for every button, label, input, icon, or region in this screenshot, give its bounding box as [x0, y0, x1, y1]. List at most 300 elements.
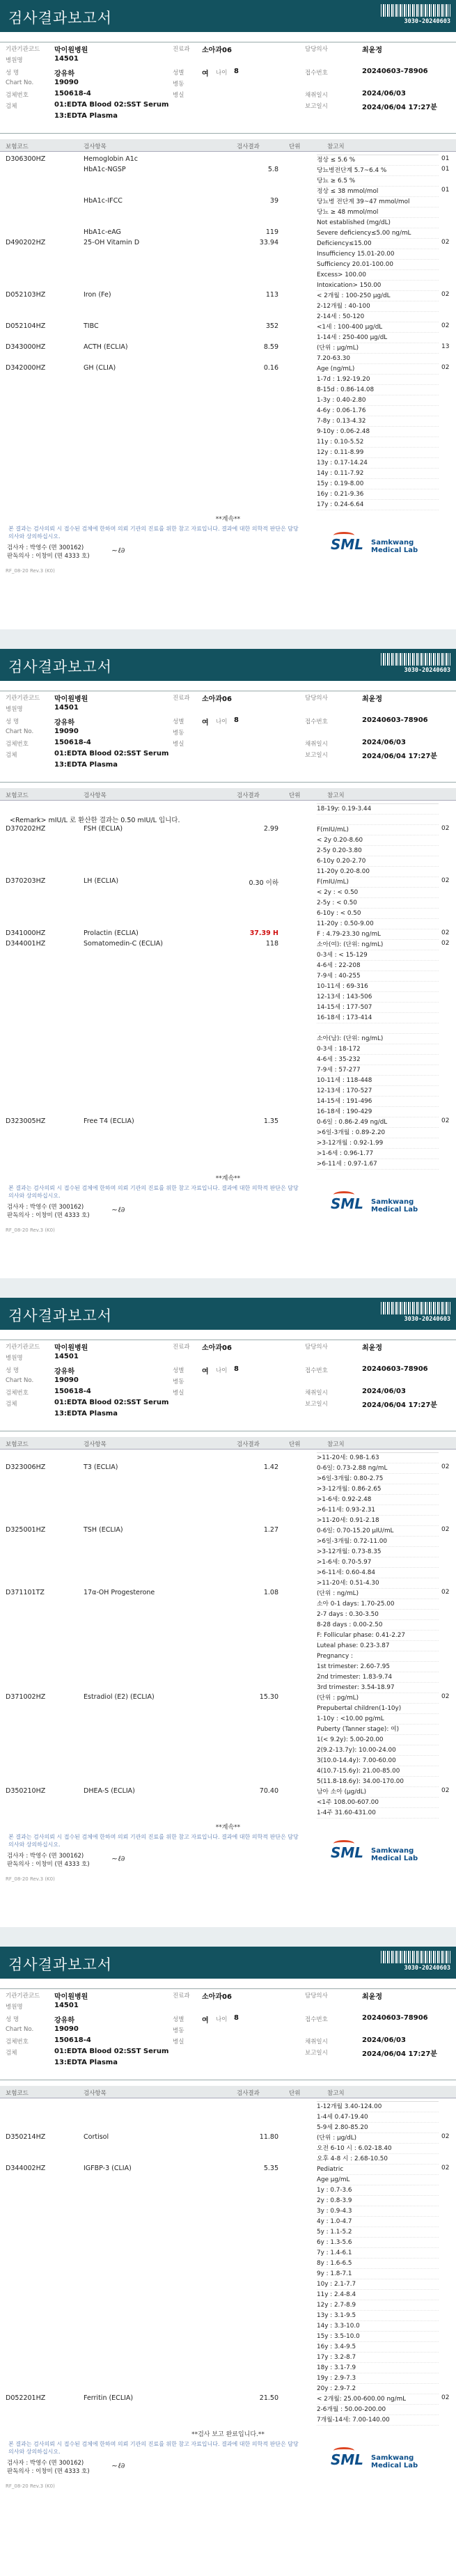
dept-value: 소아과06 [202, 1344, 232, 1352]
receipt-no-label: 접수번호 [305, 2016, 328, 2023]
reference-range-line: >3-12개월 : 0.92-1.99 [317, 1138, 439, 1149]
sex-value: 여 [202, 70, 209, 78]
reporter-name: 검사자 : 박영수 (면 300162) [7, 544, 84, 551]
test-code: D342000HZ [6, 364, 46, 372]
table-row [0, 155, 456, 165]
reference-range-line: >6-11세 : 0.97-1.67 [317, 1159, 439, 1170]
test-code: D052104HZ [6, 322, 46, 330]
table-row [0, 322, 456, 332]
reported-date-value: 2024/06/04 17:27분 [362, 1401, 437, 1409]
report-page [0, 1298, 456, 1927]
signature-image: ~ℓ∂ [111, 1854, 125, 1863]
doctor-value: 최윤정 [362, 47, 382, 54]
dept-label: 진료과 [173, 1344, 190, 1351]
result-value: 1.42 [263, 1463, 278, 1471]
test-code: D371101TZ [6, 1589, 45, 1596]
report-page [0, 649, 456, 1278]
reported-date-value: 2024/06/04 17:27분 [362, 2050, 437, 2058]
reference-range-line: >1-6세: 0.70-5.97 [317, 1557, 439, 1568]
reference-range-line: Not established (mg/dL) [317, 218, 439, 228]
reference-range-line: Pediatric [317, 2165, 439, 2175]
reference-range-line: F : 4.79-23.30 ng/mL [317, 929, 439, 940]
reference-range-line: Prepubertal children(1-10y) [317, 1704, 439, 1714]
result-value: 5.35 [263, 2165, 278, 2172]
reference-range-line: 7-8y : 0.13-4.32 [317, 416, 439, 427]
table-row [0, 1588, 456, 1599]
test-name: LH (ECLIA) [84, 877, 119, 885]
report-header [0, 1298, 456, 1330]
reference-range-line: 20y : 2.9-7.2 [317, 2384, 439, 2394]
lab-name-line2: Medical Lab [371, 1206, 418, 1214]
age-label: 나이 [216, 70, 228, 77]
lab-logo-text: SML [331, 1195, 364, 1212]
report-code: 3030-20240603 [404, 1316, 450, 1323]
table-row [0, 290, 456, 301]
result-value: 0.30 이하 [249, 879, 278, 887]
table-row [0, 824, 456, 835]
table-row [0, 2164, 456, 2174]
specimen-line1-label: 검체 [6, 1401, 17, 1408]
lab-name-line2: Medical Lab [371, 1855, 418, 1862]
verifier-name: 판독의사 : 이창미 (면 4333 호) [7, 1861, 90, 1868]
ward-label: 병동 [173, 81, 184, 88]
lab-name-line1: Samkwang [371, 539, 414, 547]
reference-range-line: 15y : 3.5-10.0 [317, 2332, 439, 2342]
verifier-name: 판독의사 : 이창미 (면 4333 호) [7, 1212, 90, 1219]
result-value: 352 [265, 322, 278, 330]
reference-range-line: >11-20세: 0.91-2.18 [317, 1516, 439, 1526]
table-row [0, 1117, 456, 1127]
result-value: 1.08 [263, 1589, 278, 1596]
room-label: 병실 [173, 2039, 184, 2045]
table-row [0, 238, 456, 249]
reference-range-line: 13y : 3.1-9.5 [317, 2311, 439, 2321]
dept-value: 소아과06 [202, 47, 232, 54]
specimen-type-code: 02 [441, 239, 450, 246]
col-result-header: 검사결과 [237, 2090, 260, 2097]
test-name: Ferritin (ECLIA) [84, 2394, 134, 2402]
table-row [0, 1786, 456, 1797]
reference-range-line: 14-15세 : 177-507 [317, 1003, 439, 1013]
remark-text: <Remark> mIU/L 로 환산한 결과는 0.50 mIU/L 입니다. [10, 817, 180, 824]
reporter-name: 검사자 : 박영수 (면 300162) [7, 1853, 84, 1860]
reference-range-line: 11y : 2.4-8.4 [317, 2290, 439, 2300]
reference-range-line: 0-3세 : < 15-129 [317, 950, 439, 961]
dept-value: 소아과06 [202, 1993, 232, 2001]
lab-logo [331, 1844, 428, 1872]
specimen-type-code: 02 [441, 2165, 450, 2171]
specimen-line1-value: 01:EDTA Blood 02:SST Serum [54, 2048, 169, 2055]
reference-range-line: 2-14세 : 50-120 [317, 312, 439, 322]
reference-range-line: Pregnancy : [317, 1651, 439, 1662]
table-row [0, 363, 456, 374]
collected-date-label: 채취일시 [305, 1390, 328, 1397]
sex-label: 성별 [173, 718, 184, 725]
clinic-code-value: 14501 [54, 704, 79, 712]
patient-name-label: 성 명 [6, 1367, 19, 1374]
reference-range-line: 9y : 1.8-7.1 [317, 2269, 439, 2279]
reference-range-line: Excess> 100.00 [317, 270, 439, 281]
patient-name-value: 강유하 [54, 1368, 74, 1376]
test-code: D323006HZ [6, 1463, 46, 1471]
patient-name-value: 강유하 [54, 70, 74, 78]
reference-range-line: <1주 108.00-607.00 [317, 1798, 439, 1808]
footer-disclaimer: 본 결과는 검사의뢰 시 접수된 검체에 한하며 의뢰 기관의 진료를 위한 참고 자료입니다. 결과에 대한 의학적 판단은 담당 의사와 상의하십시오. [8, 526, 299, 540]
specimen-type-code: 01 [441, 187, 450, 194]
reference-range-line: 남아 소아 (μg/dL) [317, 1787, 439, 1798]
dept-label: 진료과 [173, 46, 190, 53]
doctor-label: 담당의사 [305, 695, 328, 702]
reference-range-line: 당뇨병전단계 5.7~6.4 % [317, 166, 439, 176]
ward-label: 병동 [173, 1379, 184, 1385]
reference-range-line: < 2y : < 0.50 [317, 888, 439, 898]
reference-range-line: >6일-3개월: 0.72-11.00 [317, 1537, 439, 1547]
reference-range-line: >3-12개월: 0.86-2.65 [317, 1484, 439, 1495]
col-result-header: 검사결과 [237, 792, 260, 799]
collected-date-value: 2024/06/03 [362, 90, 406, 97]
reference-range-line: 3rd trimester: 3.54-18.97 [317, 1683, 439, 1693]
reference-range-line: 2-12개월 : 40-100 [317, 301, 439, 312]
clinic-code-label: 병원명 [6, 1355, 23, 1362]
specimen-no-value: 150618-4 [54, 90, 91, 97]
reported-date-label: 보고일시 [305, 2050, 328, 2057]
age-label: 나이 [216, 718, 228, 725]
col-code-header: 보험코드 [6, 1441, 29, 1448]
result-value: 5.8 [267, 166, 278, 173]
reference-range-line: 16y : 3.4-9.5 [317, 2342, 439, 2353]
reference-range-line: 12-13세 : 143-506 [317, 992, 439, 1003]
reference-range-line: (단위 : ng/mL) [317, 1589, 439, 1599]
patient-name-value: 강유하 [54, 2017, 74, 2025]
specimen-type-code: 02 [441, 1693, 450, 1700]
test-name: HbA1c-eAG [84, 228, 121, 236]
collected-date-value: 2024/06/03 [362, 2036, 406, 2044]
reference-range-line: 15y : 0.19-8.00 [317, 479, 439, 489]
collected-date-label: 채취일시 [305, 92, 328, 99]
clinic-name-value: 막이원병원 [54, 696, 88, 703]
reference-range-line: 6-10y : < 0.50 [317, 909, 439, 919]
col-code-header: 보험코드 [6, 143, 29, 150]
reference-range-line: 12y : 2.7-8.9 [317, 2300, 439, 2311]
table-row [0, 1463, 456, 1473]
reported-date-label: 보고일시 [305, 1401, 328, 1408]
report-title: 검사결과보고서 [8, 1956, 113, 1973]
reference-range-line: Insufficiency 15.01-20.00 [317, 249, 439, 260]
dept-label: 진료과 [173, 695, 190, 702]
reference-range-line: 7.20-63.30 [317, 354, 439, 364]
lab-name-line1: Samkwang [371, 1198, 414, 1206]
lab-name-line2: Medical Lab [371, 547, 418, 554]
reference-range-line: 16-18세 : 173-414 [317, 1013, 439, 1023]
reference-range-line: 8-28 days : 0.00-2.50 [317, 1620, 439, 1631]
test-code: D344001HZ [6, 940, 46, 948]
specimen-type-code: 02 [441, 877, 450, 884]
reference-range-line: 17y : 3.2-8.7 [317, 2353, 439, 2363]
result-value: 1.35 [263, 1117, 278, 1125]
reference-range-line: Sufficiency 20.01-100.00 [317, 260, 439, 270]
reference-range-line: F(mIU/mL) [317, 825, 439, 835]
reference-range-line: 6-10y 0.20-2.70 [317, 856, 439, 867]
verifier-name: 판독의사 : 이창미 (면 4333 호) [7, 553, 90, 560]
footer-disclaimer: 본 결과는 검사의뢰 시 접수된 검체에 한하며 의뢰 기관의 진료를 위한 참고 자료입니다. 결과에 대한 의학적 판단은 담당 의사와 상의하십시오. [8, 1185, 299, 1199]
reference-range-line: 4-6y : 0.06-1.76 [317, 406, 439, 416]
verifier-name: 판독의사 : 이창미 (면 4333 호) [7, 2468, 90, 2475]
test-name: ACTH (ECLIA) [84, 343, 128, 351]
patient-info-block [0, 42, 456, 134]
lab-name-line2: Medical Lab [371, 2462, 418, 2469]
reference-range-line: 4(10.7-15.6y): 21.00-85.00 [317, 1766, 439, 1777]
reported-date-label: 보고일시 [305, 103, 328, 110]
reference-range-line: 1-4세 0.47-19.40 [317, 2112, 439, 2123]
receipt-no-value: 20240603-78906 [362, 68, 428, 75]
table-row [0, 939, 456, 950]
specimen-no-value: 150618-4 [54, 2036, 91, 2044]
reference-range-line: >1-6세: 0.92-2.48 [317, 1495, 439, 1505]
footer-disclaimer: 본 결과는 검사의뢰 시 접수된 검체에 한하며 의뢰 기관의 진료를 위한 참고 자료입니다. 결과에 대한 의학적 판단은 담당 의사와 상의하십시오. [8, 1834, 299, 1848]
patient-name-label: 성 명 [6, 2016, 19, 2023]
reference-range-line: < 2y 0.20-8.60 [317, 835, 439, 846]
continued-marker: **계속** [215, 1824, 241, 1831]
age-value: 8 [234, 2014, 239, 2022]
table-row [0, 217, 456, 228]
reference-range-line: 2nd trimester: 1.83-9.74 [317, 1672, 439, 1683]
lab-name [371, 1847, 418, 1862]
test-name: Prolactin (ECLIA) [84, 929, 139, 937]
reporter-name: 검사자 : 박영수 (면 300162) [7, 1204, 84, 1211]
specimen-no-label: 검체번호 [6, 1390, 29, 1397]
reference-range-line: 7-9세 : 57-277 [317, 1065, 439, 1076]
test-name: Hemoglobin A1c [84, 155, 139, 163]
page-separator [0, 1278, 456, 1298]
doctor-value: 최윤정 [362, 696, 382, 703]
reference-range-line: >11-20세: 0.98-1.63 [317, 1453, 439, 1463]
reference-range-line: 13y : 0.17-14.24 [317, 458, 439, 469]
footer-disclaimer: 본 결과는 검사의뢰 시 접수된 검체에 한하며 의뢰 기관의 진료를 위한 참고 자료입니다. 결과에 대한 의학적 판단은 담당 의사와 상의하십시오. [8, 2441, 299, 2455]
col-test-header: 검사항목 [84, 143, 107, 150]
result-value: 2.99 [263, 825, 278, 833]
reference-range-line: 4-6세 : 35-232 [317, 1055, 439, 1065]
collected-date-label: 채취일시 [305, 741, 328, 748]
doctor-label: 담당의사 [305, 1344, 328, 1351]
result-value: 8.59 [263, 343, 278, 351]
test-code: D350214HZ [6, 2133, 46, 2141]
patient-info-block [0, 691, 456, 783]
reference-range-line: (단위 : μg/mL) [317, 343, 439, 354]
reference-range-line: 4-6세 : 22-208 [317, 961, 439, 971]
signature-image: ~ℓ∂ [111, 546, 125, 555]
specimen-line1-value: 01:EDTA Blood 02:SST Serum [54, 750, 169, 757]
report-footer [0, 525, 456, 582]
document-number: RF_08-20 Rev.3 (K0) [6, 1227, 55, 1233]
reference-range-line: 17y : 0.24-6.64 [317, 500, 439, 510]
reference-range-list [317, 803, 439, 1170]
receipt-no-label: 접수번호 [305, 718, 328, 725]
document-number: RF_08-20 Rev.3 (K0) [6, 2483, 55, 2489]
table-row [0, 929, 456, 939]
receipt-no-value: 20240603-78906 [362, 1365, 428, 1373]
table-row [0, 343, 456, 353]
lab-logo-text: SML [331, 2451, 364, 2468]
lab-logo [331, 1195, 428, 1223]
age-value: 8 [234, 68, 239, 75]
reference-range-line: >6일-3개월: 0.80-2.75 [317, 1474, 439, 1484]
reference-range-line: < 2개월 : 100-250 μg/dL [317, 291, 439, 301]
col-unit-header: 단위 [289, 2090, 301, 2097]
doctor-label: 담당의사 [305, 46, 328, 53]
reference-range-line: Deficiency≤15.00 [317, 239, 439, 249]
result-value: 33.94 [259, 239, 278, 246]
reference-range-line: >6-11세: 0.60-4.84 [317, 1568, 439, 1578]
reference-range-line: 8y : 1.6-6.5 [317, 2259, 439, 2269]
test-code: D052201HZ [6, 2394, 46, 2402]
reference-range-line: 10-11세 : 69-316 [317, 982, 439, 992]
specimen-type-code: 13 [441, 343, 450, 350]
specimen-line1-label: 검체 [6, 103, 17, 110]
reference-range-line: 12y : 0.11-8.99 [317, 448, 439, 458]
receipt-no-value: 20240603-78906 [362, 716, 428, 724]
reported-date-label: 보고일시 [305, 752, 328, 759]
specimen-no-label: 검체번호 [6, 741, 29, 748]
specimen-line1-label: 검체 [6, 752, 17, 759]
age-label: 나이 [216, 2016, 228, 2023]
lab-name [371, 2454, 418, 2469]
report-title: 검사결과보고서 [8, 1307, 113, 1324]
result-value: 118 [265, 940, 278, 948]
reference-range-line: 1-3y : 0.40-2.80 [317, 395, 439, 406]
reference-range-line: Age μg/mL [317, 2175, 439, 2185]
chart-no-label: Chart No. [6, 2026, 34, 2033]
result-value: 21.50 [259, 2394, 278, 2402]
lab-name [371, 539, 418, 554]
specimen-type-code: 02 [441, 291, 450, 298]
test-name: TSH (ECLIA) [84, 1526, 123, 1534]
reference-range-list [317, 2101, 439, 2426]
reference-range-line: 2-6개월 : 50.00-200.00 [317, 2405, 439, 2415]
reference-range-line: (단위 : pg/mL) [317, 1693, 439, 1704]
chart-no-value: 19090 [54, 2025, 79, 2033]
receipt-no-label: 접수번호 [305, 1367, 328, 1374]
reference-range-list [317, 1452, 439, 1819]
col-test-header: 검사항목 [84, 792, 107, 799]
clinic-code-label: 병원명 [6, 57, 23, 64]
col-ref-header: 참고치 [327, 1441, 345, 1448]
lab-logo-text: SML [331, 1844, 364, 1861]
table-header [0, 139, 456, 152]
clinic-code-value: 14501 [54, 55, 79, 63]
lab-logo-text: SML [331, 536, 364, 553]
doctor-value: 최윤정 [362, 1993, 382, 2001]
result-value: 15.30 [259, 1693, 278, 1701]
reference-range-line: 0-6일: 0.73-2.88 ng/mL [317, 1463, 439, 1474]
table-row [0, 175, 456, 186]
table-row [0, 207, 456, 217]
test-name: 25-OH Vitamin D [84, 239, 140, 246]
reference-range-line: 4y : 1.0-4.7 [317, 2217, 439, 2227]
reference-range-line: F(mIU/mL) [317, 877, 439, 888]
test-name: T3 (ECLIA) [84, 1463, 118, 1471]
reference-range-line: 1-12개월 3.40-124.00 [317, 2102, 439, 2112]
chart-no-value: 19090 [54, 79, 79, 86]
reference-range-line: 16-18세 : 190-429 [317, 1107, 439, 1117]
reference-range-line: 5y : 1.1-5.2 [317, 2227, 439, 2238]
sex-label: 성별 [173, 1367, 184, 1374]
reference-range-line: 2(9.2-13.7y): 10.00-24.00 [317, 1745, 439, 1756]
specimen-no-label: 검체번호 [6, 2039, 29, 2045]
reference-range-line: 정상 ≤ 38 mmol/mol [317, 187, 439, 197]
specimen-type-code: 02 [441, 929, 450, 936]
document-number: RF_08-20 Rev.3 (K0) [6, 1876, 55, 1882]
room-label: 병실 [173, 1390, 184, 1397]
specimen-type-code: 02 [441, 825, 450, 832]
specimen-type-code: 02 [441, 1463, 450, 1470]
test-name: Somatomedin-C (ECLIA) [84, 940, 163, 948]
reference-range-line: 14-15세 : 191-496 [317, 1097, 439, 1107]
clinic-name-label: 기관기관코드 [6, 695, 40, 702]
specimen-type-code: 02 [441, 364, 450, 371]
reference-range-line: >1-6세 : 0.96-1.77 [317, 1149, 439, 1159]
reference-range-line: 14y : 3.3-10.0 [317, 2321, 439, 2332]
reference-range-line: 1-4주 31.60-431.00 [317, 1808, 439, 1819]
reference-range-line: 당뇨 ≥ 6.5 % [317, 176, 439, 187]
specimen-no-label: 검체번호 [6, 92, 29, 99]
reference-range-line: Luteal phase: 0.23-3.87 [317, 1641, 439, 1651]
reference-range-line: Puberty (Tanner stage): 여) [317, 1725, 439, 1735]
reference-range-line: 소아(남): (단위: ng/mL) [317, 1034, 439, 1044]
patient-info-block [0, 1988, 456, 2080]
specimen-no-value: 150618-4 [54, 1388, 91, 1395]
test-name: DHEA-S (ECLIA) [84, 1787, 135, 1795]
document-number: RF_08-20 Rev.3 (K0) [6, 568, 55, 574]
result-value: 39 [269, 197, 278, 205]
reference-range-line: >11-20세: 0.51-4.30 [317, 1578, 439, 1589]
continued-marker: **계속** [215, 1175, 241, 1182]
reference-range-line: 당뇨병 전단계 39~47 mmol/mol [317, 197, 439, 207]
reference-range-line: 12-13세 : 170-527 [317, 1086, 439, 1097]
report-page [0, 0, 456, 629]
specimen-line1-value: 01:EDTA Blood 02:SST Serum [54, 1399, 169, 1406]
test-code: D325001HZ [6, 1526, 46, 1534]
col-result-header: 검사결과 [237, 143, 260, 150]
reference-range-line: 7개월-14세: 7.00-140.00 [317, 2415, 439, 2426]
collected-date-value: 2024/06/03 [362, 1388, 406, 1395]
report-footer [0, 1184, 456, 1241]
col-ref-header: 참고치 [327, 792, 345, 799]
clinic-code-value: 14501 [54, 1353, 79, 1360]
reference-range-line: 11-20y : 0.50-9.00 [317, 919, 439, 929]
reference-range-line: 1y : 0.7-3.6 [317, 2185, 439, 2196]
reference-range-line: 5-9세 2.80-85.20 [317, 2123, 439, 2133]
test-code: D052103HZ [6, 291, 46, 299]
barcode-image [381, 4, 450, 17]
col-test-header: 검사항목 [84, 2090, 107, 2097]
sex-value: 여 [202, 719, 209, 727]
continued-marker: **계속** [215, 516, 241, 523]
test-code: D343000HZ [6, 343, 46, 351]
table-row [0, 2133, 456, 2143]
test-code: D323005HZ [6, 1117, 46, 1125]
lab-logo [331, 2451, 428, 2479]
col-unit-header: 단위 [289, 1441, 301, 1448]
test-name: HbA1c-NGSP [84, 166, 126, 173]
test-name: Estradiol (E2) (ECLIA) [84, 1693, 155, 1701]
test-name: Free T4 (ECLIA) [84, 1117, 134, 1125]
col-ref-header: 참고치 [327, 143, 345, 150]
collected-date-value: 2024/06/03 [362, 739, 406, 746]
ward-label: 병동 [173, 2027, 184, 2034]
specimen-type-code: 02 [441, 1589, 450, 1596]
result-value: 119 [265, 228, 278, 236]
specimen-type-code: 02 [441, 2394, 450, 2401]
